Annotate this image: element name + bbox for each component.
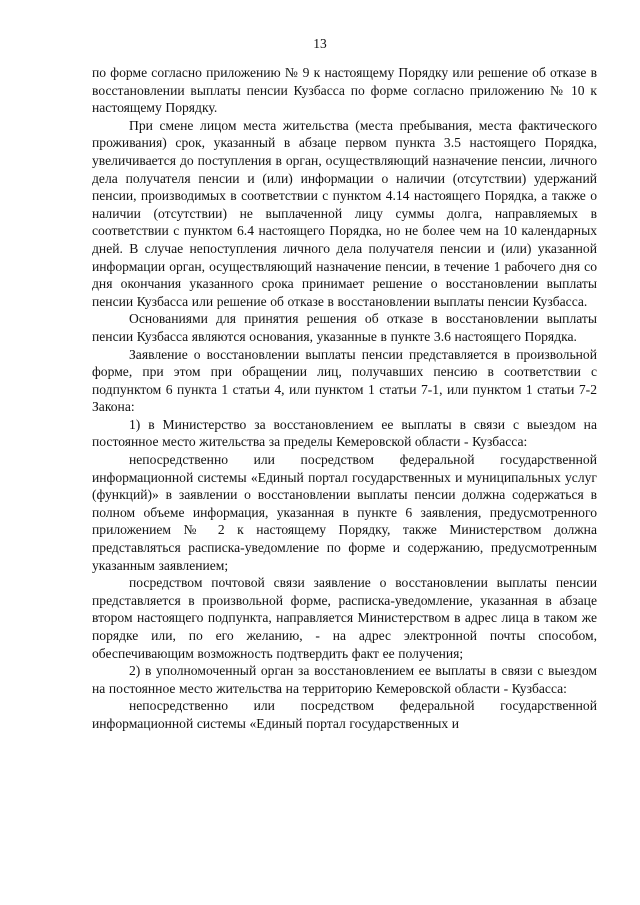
paragraph: посредством почтовой связи заявление о восстановлении выплаты пенсии представляется в произвольной форме, расписка-уведомление, указанная в абзаце втором настоящего подпункта, направляется Министерством в адрес лица в таком же порядке или, по его желанию, - на адрес электронной почты способом, обеспечивающим возможность подтвердить факт ее получения; xyxy=(92,575,597,661)
list-item: 1) в Министерство за восстановлением ее выплаты в связи с выездом на постоянное место жительства за пределы Кемеровской области - Кузбасса: xyxy=(92,416,597,450)
page-number: 13 xyxy=(313,36,327,51)
paragraph: Заявление о восстановлении выплаты пенсии представляется в произвольной форме, при этом при обращении лиц, получавших пенсию в соответствии с подпунктом 6 пункта 1 статьи 4, или пунктом 1 статьи 7-1, или пунктом 1 статьи 7-2 Закона: xyxy=(92,346,597,415)
paragraph: Основаниями для принятия решения об отказе в восстановлении выплаты пенсии Кузбасса являются основания, указанные в пункте 3.6 настоящего Порядка. xyxy=(92,311,597,344)
paragraph: непосредственно или посредством федеральной государственной информационной системы «Единый портал государственных и xyxy=(92,698,597,731)
list-item: 2) в уполномоченный орган за восстановлением ее выплаты в связи с выездом на постоянное место жительства на территорию Кемеровской области - Кузбасса: xyxy=(92,663,597,696)
paragraph: При смене лицом места жительства (места пребывания, места фактического проживания) срок, указанный в абзаце первом пункта 3.5 настоящего Порядка, увеличивается до поступления в орган, осуществляющий назначение пенсии, личного дела получателя пенсии и (или) информации о наличии (отсутствии) удержаний пенсии, производимых в соответствии с пунктом 4.14 настоящего Порядка, а также о наличии (отсутствии) не выплаченной лицу суммы долга, направляемых в соответствии с пунктом 6.4 настоящего Порядка, но не более чем на 10 календарных дней. В случае непоступления личного дела получателя пенсии и (или) указанной информации орган, осуществляющий назначение пенсии, в течение 1 рабочего дня со дня окончания указанного срока принимает решение о восстановлении выплаты пенсии Кузбасса или решение об отказе в восстановлении выплаты пенсии Кузбасса. xyxy=(92,117,597,309)
document-body xyxy=(92,64,597,733)
paragraph: по форме согласно приложению № 9 к настоящему Порядку или решение об отказе в восстановлении выплаты пенсии Кузбасса по форме согласно приложению № 10 к настоящему Порядку. xyxy=(92,65,597,116)
paragraph: непосредственно или посредством федеральной государственной информационной системы «Единый портал государственных и муниципальных услуг (функций)» в заявлении о восстановлении выплаты пенсии должна содержаться в полном объеме информация, указанная в пункте 6 заявления, предусмотренного приложением № 2 к настоящему Порядку, также Министерством должна представляться расписка-уведомление по форме и содержанию, предусмотренным указанным заявлением; xyxy=(92,452,597,573)
